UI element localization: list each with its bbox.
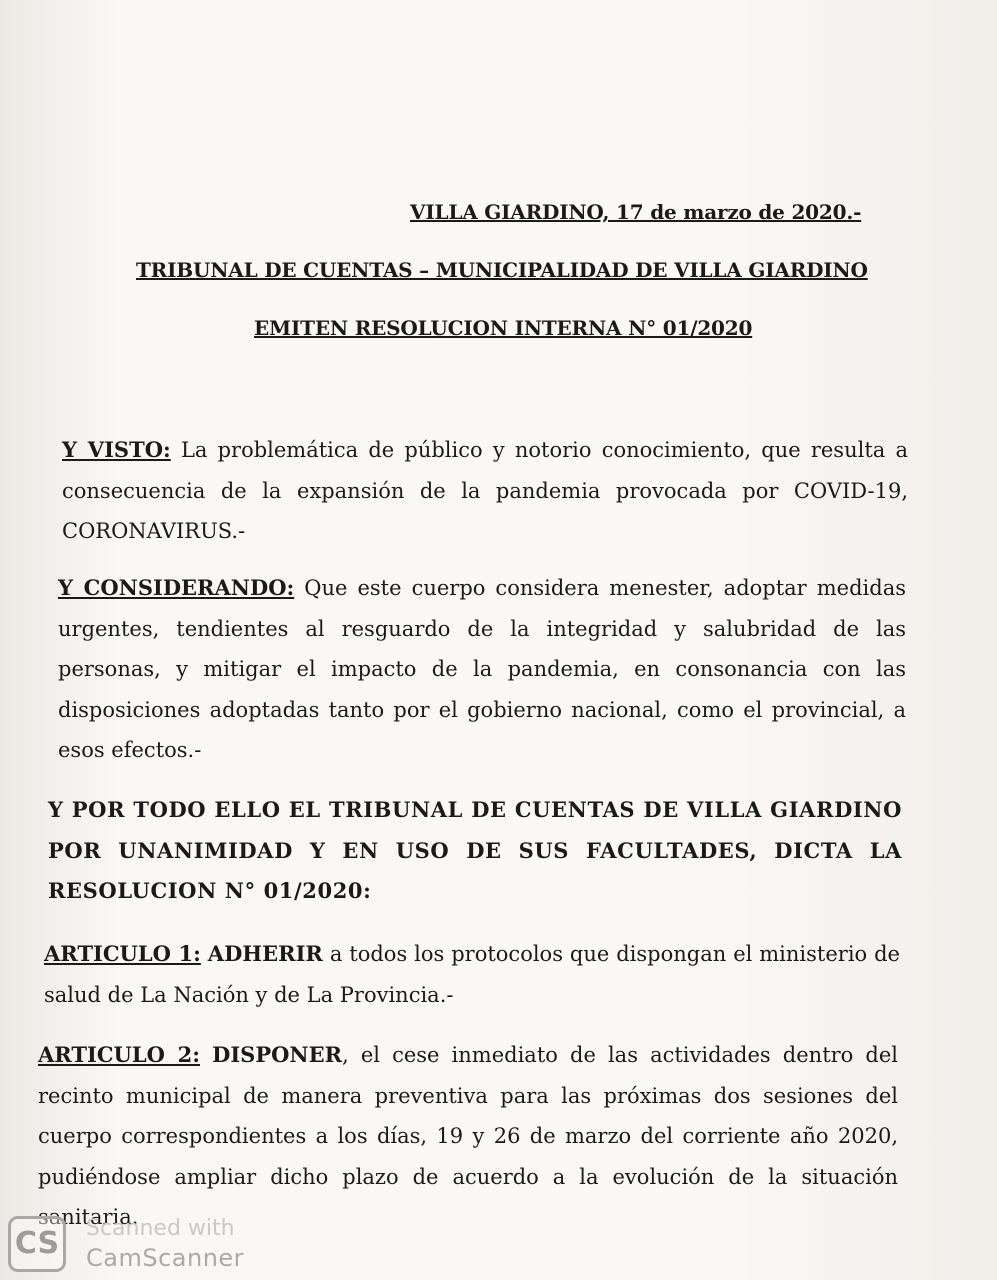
visto-label: Y VISTO: [62,437,171,462]
considerando-text: Que este cuerpo considera menester, adoptar medidas urgentes, tendientes al resguardo de la integridad y salubridad de las personas, y mitigar el impacto de la pandemia, en consonancia con las disposiciones adoptadas tanto por el gobierno nacional, como el provincial, a esos efectos.- [58,576,906,762]
articulo-2-text: , el cese inmediato de las actividades dentro del recinto municipal de manera preventiva para las próximas dos sesiones del cuerpo correspondientes a los días, 19 y 26 de marzo del corriente año 2020, pudiéndose ampliar dicho plazo de acuerdo a la evolución de la situación sanitaria. [38,1043,898,1229]
date-line: VILLA GIARDINO, 17 de marzo de 2020.- [410,200,862,224]
camscanner-logo-icon: CS [8,1216,66,1272]
articulo-1-text: a todos los protocolos que dispongan el ministerio de salud de La Nación y de La Provincia.- [44,942,900,1007]
resolution-title: EMITEN RESOLUCION INTERNA N° 01/2020 [254,316,753,340]
articulo-1-paragraph [44,934,900,1015]
visto-paragraph [62,430,908,552]
visto-text: La problemática de público y notorio conocimiento, que resulta a consecuencia de la expansión de la pandemia provocada por COVID-19, CORONAVIRUS.- [62,438,908,543]
watermark-line-2: CamScanner [86,1244,245,1272]
articulo-2-verb: DISPONER [212,1042,343,1067]
watermark-line-1: Scanned with [86,1216,235,1241]
considerando-paragraph [58,568,906,771]
articulo-1-verb: ADHERIR [207,941,323,966]
articulo-2-label: ARTICULO 2: [38,1042,201,1067]
entity-heading: TRIBUNAL DE CUENTAS – MUNICIPALIDAD DE VILLA GIARDINO [136,258,868,282]
considerando-label: Y CONSIDERANDO: [58,575,295,600]
camscanner-watermark [8,1212,278,1276]
articulo-1-label: ARTICULO 1: [44,941,201,966]
por-todo-paragraph: Y POR TODO ELLO EL TRIBUNAL DE CUENTAS DE VILLA GIARDINO POR UNANIMIDAD Y EN USO DE SUS FACULTADES, DICTA LA RESOLUCION N° 01/2020: [48,797,902,903]
articulo-2-paragraph [38,1035,898,1238]
